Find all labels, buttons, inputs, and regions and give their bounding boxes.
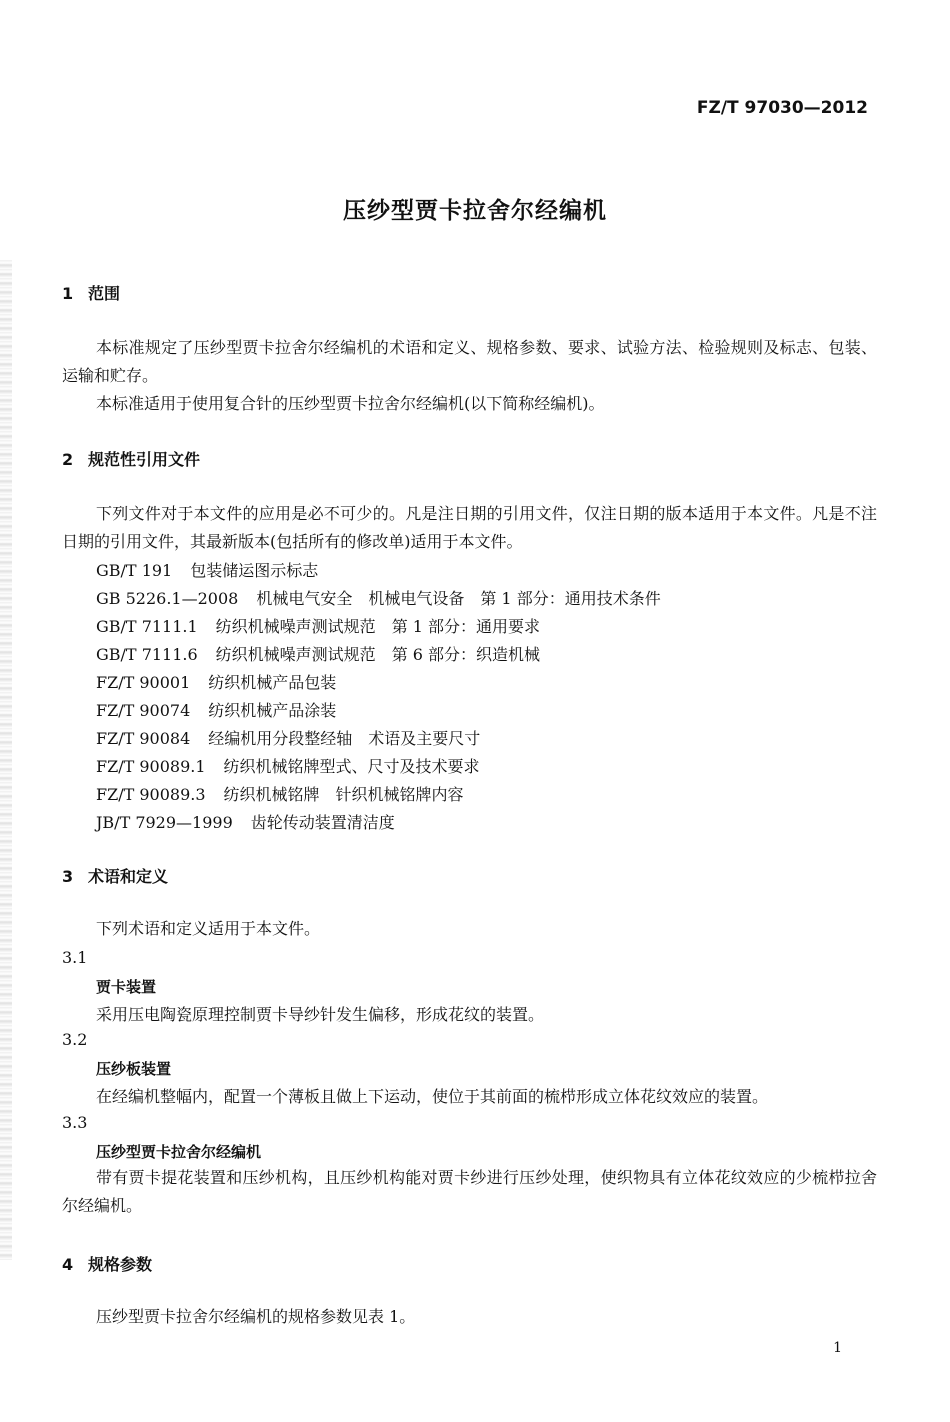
reference-code: GB 5226.1—2008 [96,589,239,608]
page-number: 1 [833,1340,842,1356]
section-2-title: 规范性引用文件 [88,450,201,469]
reference-title: 纺织机械噪声测试规范 [215,645,376,664]
reference-item [96,726,480,749]
reference-title: 纺织机械铭牌型式、尺寸及技术要求 [223,757,480,776]
reference-code: FZ/T 90001 [96,673,191,692]
term-name: 压纱板装置 [96,1060,172,1078]
section-1-number: 1 [62,284,74,303]
section-3-number: 3 [62,867,74,886]
reference-item [96,810,395,833]
section-3-heading [62,864,168,887]
reference-title: 纺织机械产品涂装 [208,701,337,720]
reference-code: GB/T 191 [96,561,173,580]
term-name: 贾卡装置 [96,978,157,996]
reference-part: 针织机械铭牌内容 [335,785,464,804]
section-2-heading [62,447,200,470]
reference-title: 机械电气安全 机械电气设备 [256,589,465,608]
reference-code: FZ/T 90084 [96,729,191,748]
section-3-intro: 下列术语和定义适用于本文件。 [96,919,321,938]
term-number: 3.2 [62,1030,88,1049]
term-definition: 带有贾卡提花装置和压纱机构，且压纱机构能对贾卡纱进行压纱处理，使织物具有立体花纹效应的少梳栉拉舍尔经编机。 [62,1168,877,1215]
scan-edge-artifact [0,260,12,1260]
reference-part: 第 6 部分：织造机械 [391,645,541,664]
reference-title: 纺织机械铭牌 [223,785,320,804]
reference-part: 第 1 部分：通用要求 [391,617,541,636]
standard-code: FZ/T 97030—2012 [696,98,868,118]
section-2-number: 2 [62,450,74,469]
reference-title: 经编机用分段整经轴 [208,729,353,748]
section-4-paragraph: 压纱型贾卡拉舍尔经编机的规格参数见表 1。 [96,1307,416,1326]
reference-part: 第 1 部分：通用技术条件 [480,589,661,608]
section-1-heading [62,281,120,304]
reference-code: FZ/T 90089.3 [96,785,206,804]
section-3-title: 术语和定义 [88,867,169,886]
term-number: 3.3 [62,1113,88,1132]
reference-item [96,642,540,665]
reference-code: FZ/T 90089.1 [96,757,206,776]
reference-code: JB/T 7929—1999 [96,813,233,832]
reference-code: FZ/T 90074 [96,701,191,720]
term-definition: 采用压电陶瓷原理控制贾卡导纱针发生偏移，形成花纹的装置。 [96,1005,545,1024]
reference-code: GB/T 7111.6 [96,645,198,664]
section-1-paragraph-1: 本标准规定了压纱型贾卡拉舍尔经编机的术语和定义、规格参数、要求、试验方法、检验规则及标志、包装、运输和贮存。 [62,338,877,385]
section-4-number: 4 [62,1255,74,1274]
section-4-heading [62,1252,152,1275]
section-2-intro: 下列文件对于本文件的应用是必不可少的。凡是注日期的引用文件，仅注日期的版本适用于本文件。凡是不注日期的引用文件，其最新版本(包括所有的修改单)适用于本文件。 [62,504,877,551]
reference-item [96,754,480,777]
section-1-paragraph-2: 本标准适用于使用复合针的压纱型贾卡拉舍尔经编机(以下简称经编机)。 [96,394,605,413]
reference-title: 包装储运图示标志 [190,561,319,580]
reference-item [96,614,540,637]
reference-item [96,558,318,581]
section-1-title: 范围 [88,284,121,303]
term-number: 3.1 [62,948,88,967]
reference-title: 纺织机械噪声测试规范 [215,617,376,636]
reference-code: GB/T 7111.1 [96,617,198,636]
reference-item [96,586,661,609]
reference-part: 术语及主要尺寸 [368,729,481,748]
reference-title: 齿轮传动装置清洁度 [250,813,395,832]
section-4-title: 规格参数 [88,1255,153,1274]
term-definition: 在经编机整幅内，配置一个薄板且做上下运动，使位于其前面的梳栉形成立体花纹效应的装置。 [96,1087,769,1106]
reference-item [96,670,336,693]
reference-item [96,698,336,721]
reference-title: 纺织机械产品包装 [208,673,337,692]
reference-item [96,782,464,805]
document-title: 压纱型贾卡拉舍尔经编机 [343,198,607,224]
term-name: 压纱型贾卡拉舍尔经编机 [96,1143,262,1161]
